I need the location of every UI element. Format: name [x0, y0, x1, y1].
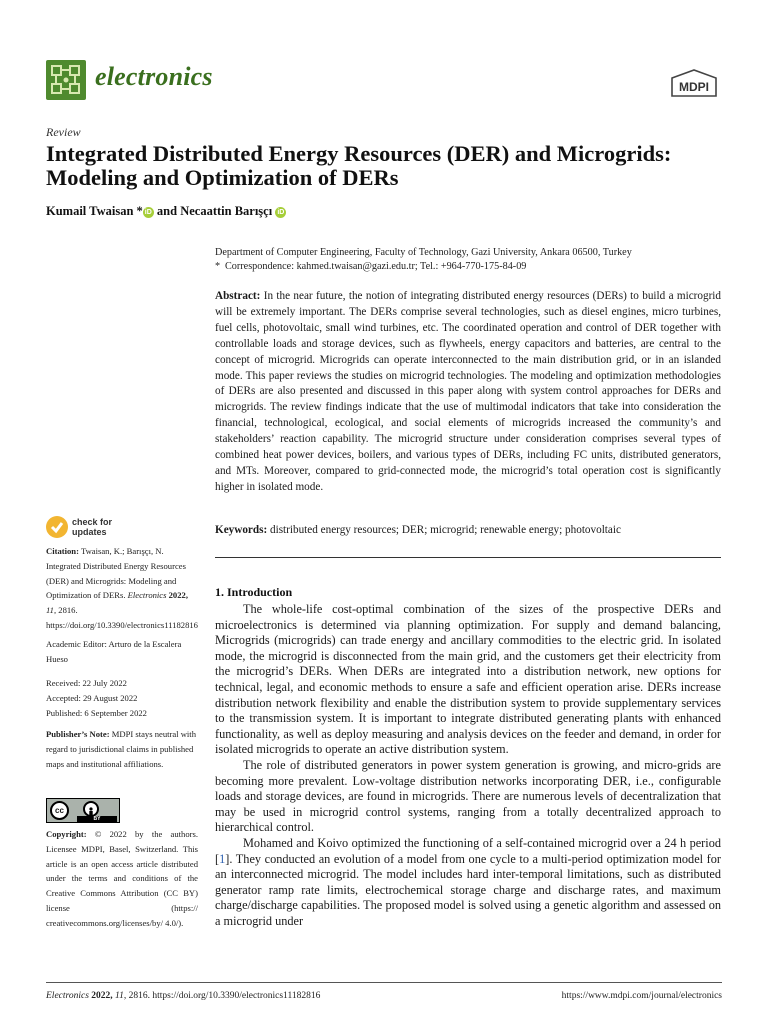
published-date: Published: 6 September 2022: [46, 707, 147, 718]
abstract-label: Abstract:: [215, 290, 261, 302]
by-label: BY: [77, 816, 117, 823]
article-title: Integrated Distributed Energy Resources (DER) and Microgrids: Modeling and Optimization of DERs: [46, 141, 672, 190]
citation-text: Twaisan, K.; Barışçı, N. Integrated Distributed Energy Resources (DER) and Microgrids: Modeling and Optimization of DERs.: [46, 546, 186, 601]
publisher-note-label: Publisher’s Note:: [46, 729, 110, 739]
footer-volume: 11: [115, 991, 124, 1001]
footer-journal: Electronics: [46, 991, 89, 1001]
check-updates-line2: updates: [72, 526, 107, 537]
cc-icon: cc: [50, 801, 69, 820]
received-date: Received: 22 July 2022: [46, 678, 127, 688]
footer-citation: [46, 991, 320, 1001]
journal-logo-icon: [46, 60, 86, 100]
mdpi-logo-icon: [668, 68, 720, 98]
publisher-note-text: MDPI stays neutral with regard to jurisdictional claims in published maps and institutional affiliations.: [46, 729, 196, 769]
correspondence-star: *: [215, 260, 221, 272]
paragraph: The role of distributed generators in power system generation is growing, and micro-grids are becoming more prevalent. Low-voltage distribution networks incorporating DER, i.e., configurable loads and storage devices, are found in microgrids. There are numerous levels of decentralization that may be used in microgrid control systems, ranging from a totally decentralized approach to hierarchical control.: [215, 757, 721, 835]
affiliation: [215, 246, 735, 273]
footer-doi[interactable]: , 2816. https://doi.org/10.3390/electronics11182816: [123, 991, 321, 1001]
author-2[interactable]: Necaattin Barışçı: [180, 204, 273, 218]
dates-block: [46, 676, 198, 720]
copyright-label: Copyright:: [46, 829, 87, 839]
abstract: [215, 289, 721, 496]
citation-year: 2022,: [168, 590, 188, 601]
paragraph: The whole-life cost-optimal combination of the sizes of the prospective DERs and microelectronics is determined via planning optimization. For supply and demand balancing, Microgrids (microgrids) can trade energy and ancillary commodities to the electric grid. In isolated mode, the microgrid is disconnected from the main grid, and the customers get their electricity from the microgrid’s DERs. When DERs are integrated into a distribution network, new options for technical, legal, and economic methods to ensure a safe and efficient operation arise. DERs increase distribution network flexibility and enable the distribution system to provide supplementary services to the transmission system. It is important to integrate distributed generating plants with enhanced functionality, as well as deploy measuring and analysis devices on the feeder and demand, in order for isolated microgrids to operate an active distribution system.: [215, 602, 721, 757]
reference-link[interactable]: 1: [219, 851, 226, 866]
section-heading: 1. Introduction: [215, 585, 293, 599]
citation-volume: 11: [46, 605, 54, 616]
author-separator: and: [153, 204, 181, 218]
check-updates-line1: check for: [72, 517, 113, 527]
academic-editor: Academic Editor: Arturo de la Escalera Hueso: [46, 639, 182, 664]
article-type: Review: [46, 125, 81, 139]
publisher-note: [46, 727, 198, 771]
citation-journal: Electronics: [127, 590, 167, 601]
copyright-block: [46, 827, 198, 931]
check-for-updates-button[interactable]: [46, 516, 176, 540]
introduction-body: [215, 602, 721, 929]
check-updates-icon: [46, 516, 68, 538]
citation-label: Citation:: [46, 546, 79, 556]
accepted-date: Accepted: 29 August 2022: [46, 692, 138, 703]
orcid-icon[interactable]: iD: [277, 209, 285, 216]
svg-text:MDPI: MDPI: [679, 80, 709, 94]
keywords: [215, 524, 721, 536]
keywords-label: Keywords:: [215, 524, 268, 536]
citation-doi[interactable]: , 2816. https://doi.org/10.3390/electronics11182816: [46, 605, 198, 630]
copyright-text: © 2022 by the authors. Licensee MDPI, Basel, Switzerland. This article is an open access article distributed under the terms and conditions of the Creative Commons Attribution (CC BY) license (https:// creativecommons.org/licenses/by/ 4.0/).: [46, 829, 198, 928]
divider: [215, 557, 721, 558]
person-icon: [83, 801, 99, 817]
footer-journal-url[interactable]: https://www.mdpi.com/journal/electronics: [561, 991, 722, 1001]
citation-block: [46, 544, 198, 633]
paragraph: Mohamed and Koivo optimized the functioning of a self-contained microgrid over a 24 h period [1]. They conducted an evolution of a model from one cycle to a multi-period optimization model for an interconnected microgrid. The model includes hard inter-temporal limitations, such as distributed generator ramp rate limits, electrochemical storage charge and discharge rates, and maximum charge/discharge capabilities. The proposed model is solved using a genetic algorithm and assessed on a microgrid under: [215, 835, 721, 928]
footer-divider: [46, 982, 722, 983]
journal-name: electronics: [95, 62, 213, 91]
abstract-text: In the near future, the notion of integrating distributed energy resources (DERs) to build a microgrid will be extremely important. The DERs comprise several technologies, such as diesel engines, micro turbines, fuel cells, photovoltaic, small wind turbines, etc. The coordinated operation and control of DER together with controllable loads and storage devices, such as flywheels, energy capacitors and batteries, are central to the concept of microgrid. Microgrids can operate interconnected to the main distribution grid, or in an islanded mode. This paper reviews the studies on microgrid technologies. The modeling and optimization methodologies of DERs are also presented and discussed in this paper along with system control approaches for DERs and microgrids. The review findings indicate that the use of multimodal indicators that take into consideration the financial, technological, ecological, and social elements of microgrids increased the community’s and stakeholders’ reaction capability. The microgrid structure under consideration comprises several types of combined heat power devices, boilers, and various types of DERs, including FC units, distributed generators, and MTs. Moreover, compared to grid-connected mode, the microgrid’s total operation cost is significantly higher in isolated mode.: [215, 290, 722, 493]
correspondence: Correspondence: kahmed.twaisan@gazi.edu.tr; Tel.: +964-770-175-84-09: [225, 260, 527, 272]
footer-year: 2022,: [88, 991, 116, 1001]
author-1[interactable]: Kumail Twaisan *: [46, 204, 143, 218]
keywords-text: distributed energy resources; DER; microgrid; renewable energy; photovoltaic: [270, 524, 621, 536]
affiliation-department: Department of Computer Engineering, Faculty of Technology, Gazi University, Ankara 06500, Turkey: [215, 247, 632, 258]
author-list: [46, 204, 286, 219]
orcid-icon[interactable]: iD: [144, 209, 152, 216]
cc-by-license-icon[interactable]: [46, 798, 120, 823]
